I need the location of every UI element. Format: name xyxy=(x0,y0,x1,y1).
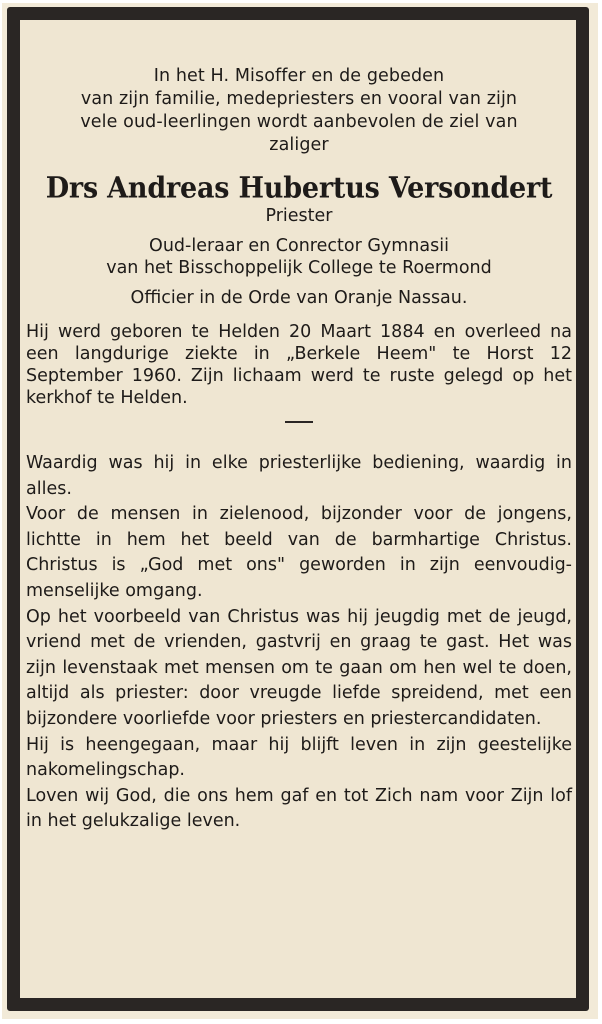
intro-line: In het H. Misoffer en de gebeden xyxy=(153,66,445,86)
position-title xyxy=(26,235,572,279)
eulogy-paragraph: Loven wij God, die ons hem gaf en tot Zich nam voor Zijn lof in het gelukzalige leven. xyxy=(26,785,572,832)
eulogy-paragraph: Voor de mensen in zielenood, bijzonder voor de jongens, lichtte in hem het beeld van de barmhartige Christus. Christus is „God met ons" geworden in zijn eenvoudig-menselijke omgang. xyxy=(26,504,572,601)
eulogy-text xyxy=(26,451,572,835)
honor-title: Officier in de Orde van Oranje Nassau. xyxy=(130,288,468,308)
card-content xyxy=(26,65,572,835)
memorial-card xyxy=(2,3,598,1019)
intro-line: zaliger xyxy=(269,135,329,155)
deceased-name: Drs Andreas Hubertus Versondert xyxy=(45,171,553,206)
intro-text xyxy=(26,65,572,157)
eulogy-paragraph: Op het voorbeeld van Christus was hij jeugdig met de jeugd, vriend met de vrienden, gastvrij en graag te gast. Het was zijn levenstaak met mensen om te gaan om hen wel te doen, altijd als priester: door vreugde liefde spreidend, met een bijzondere voorliefde voor priesters en priestercandidaten. xyxy=(26,606,572,729)
position-line: Oud-leraar en Conrector Gymnasii xyxy=(149,236,449,256)
role-title: Priester xyxy=(265,206,333,226)
intro-line: van zijn familie, medepriesters en vooral van zijn xyxy=(80,89,518,109)
eulogy-paragraph: Waardig was hij in elke priesterlijke bediening, waardig in alles. xyxy=(26,453,572,499)
position-line: van het Bisschoppelijk College te Roermond xyxy=(106,258,492,278)
biography: Hij werd geboren te Helden 20 Maart 1884 en overleed na een langdurige ziekte in „Berkele Heem" te Horst 12 September 1960. Zijn lichaam werd te ruste gelegd op het kerkhof te Helden. xyxy=(26,322,572,408)
eulogy-paragraph: Hij is heengegaan, maar hij blijft leven in zijn geestelijke nakomelingschap. xyxy=(26,734,572,781)
separator-dash xyxy=(285,421,313,423)
intro-line: vele oud-leerlingen wordt aanbevolen de ziel van xyxy=(80,112,518,132)
